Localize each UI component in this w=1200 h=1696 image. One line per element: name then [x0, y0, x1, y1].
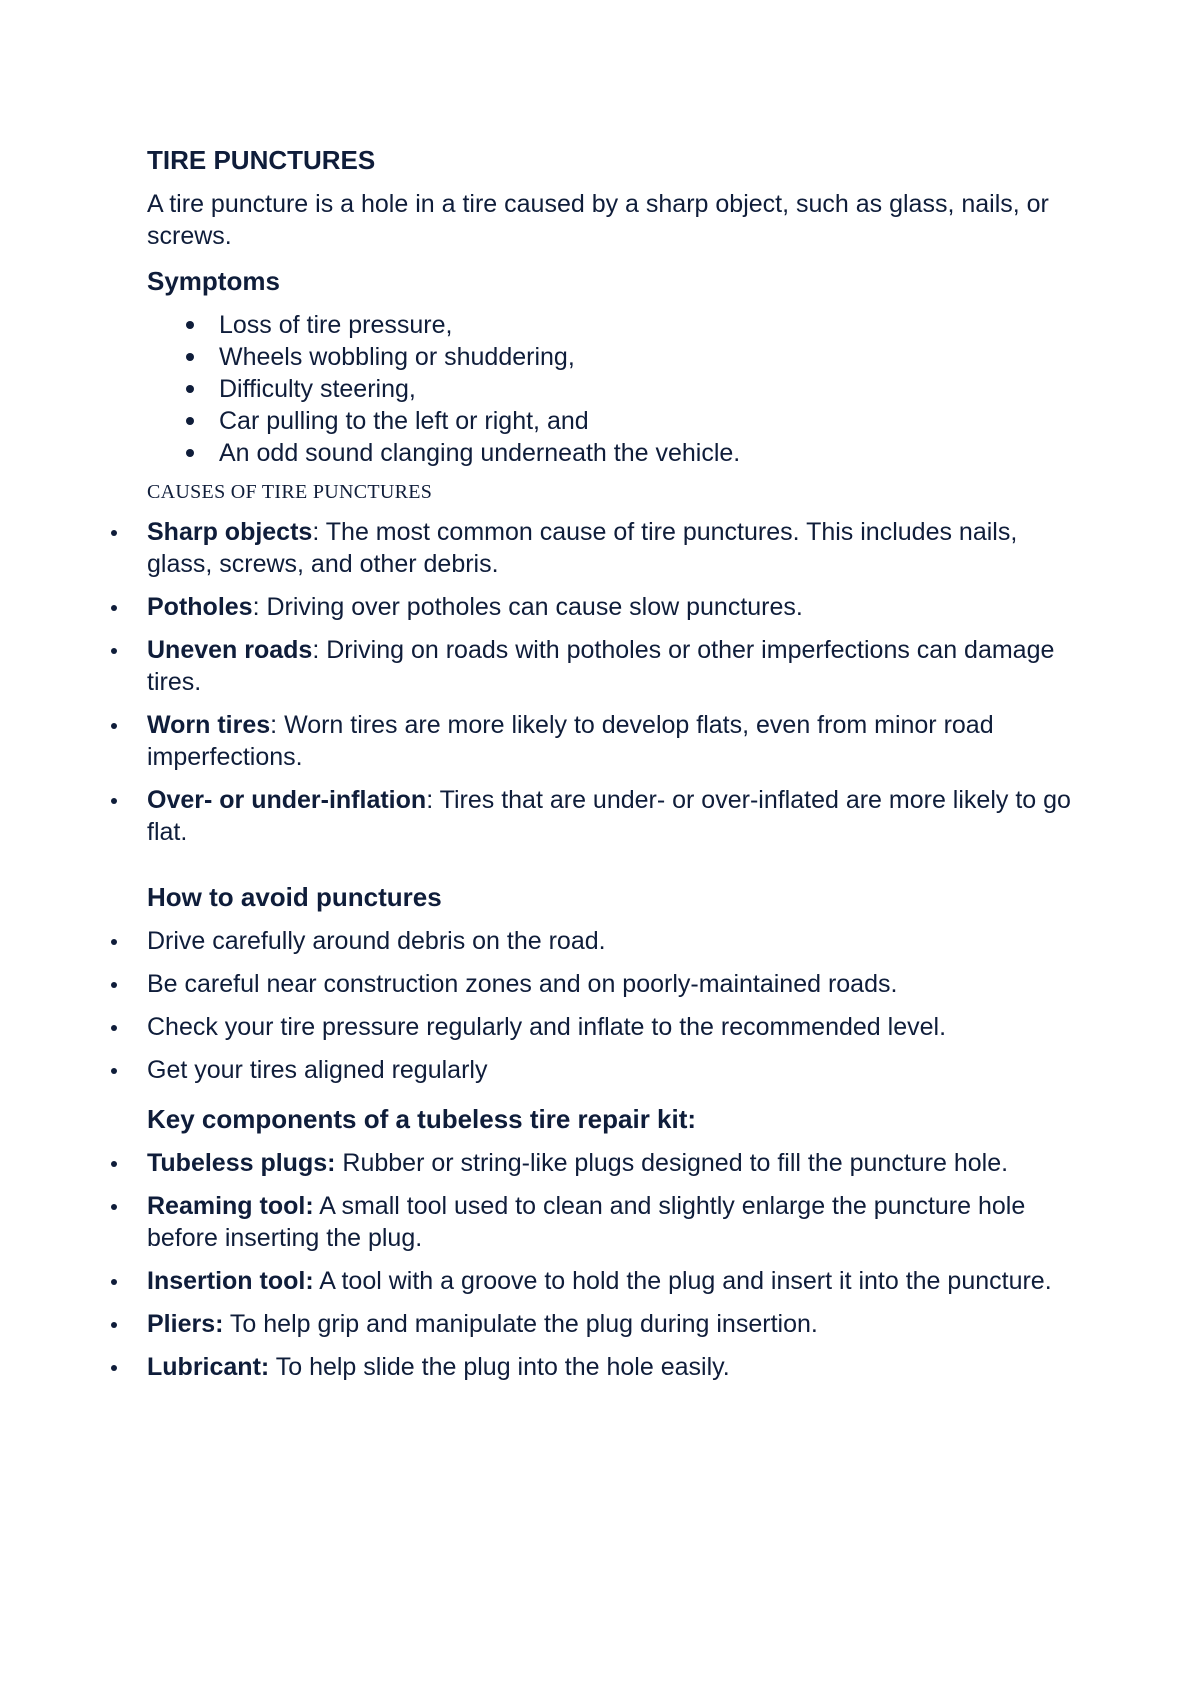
bullet-icon [111, 1365, 117, 1371]
avoid-item: Get your tires aligned regularly [147, 1054, 1077, 1086]
kit-text: A small tool used to clean and slightly enlarge the puncture hole before inserting the plug. [147, 1192, 1026, 1252]
bullet-icon [111, 1161, 117, 1167]
bullet-icon [186, 353, 194, 361]
kit-text: Rubber or string-like plugs designed to fill the puncture hole. [335, 1149, 1009, 1177]
bullet-icon [111, 982, 117, 988]
bullet-icon [186, 417, 194, 425]
cause-item [147, 591, 1077, 623]
kit-term: Tubeless plugs: [147, 1149, 336, 1177]
kit-term: Pliers: [147, 1310, 224, 1338]
cause-term: Sharp objects [147, 518, 313, 546]
avoid-item: Be careful near construction zones and on poorly-maintained roads. [147, 968, 1077, 1000]
cause-item [147, 784, 1077, 848]
cause-term: Worn tires [147, 711, 271, 739]
symptoms-heading: Symptoms [147, 266, 280, 296]
kit-text: A tool with a groove to hold the plug and insert it into the puncture. [313, 1267, 1052, 1295]
avoid-heading: How to avoid punctures [147, 882, 442, 912]
bullet-icon [186, 321, 194, 329]
cause-text: : Worn tires are more likely to develop flats, even from minor road imperfections. [147, 711, 994, 771]
bullet-icon [111, 798, 117, 804]
bullet-icon [111, 1204, 117, 1210]
bullet-icon [111, 1279, 117, 1285]
cause-item [147, 709, 1077, 773]
bullet-icon [111, 723, 117, 729]
kit-item [147, 1308, 1077, 1340]
causes-heading: CAUSES OF TIRE PUNCTURES [147, 481, 433, 503]
symptom-item: Difficulty steering, [219, 373, 1077, 405]
kit-term: Reaming tool: [147, 1192, 314, 1220]
kit-item [147, 1265, 1077, 1297]
symptom-item: An odd sound clanging underneath the vehicle. [219, 437, 1077, 469]
bullet-icon [111, 648, 117, 654]
cause-text: : Driving over potholes can cause slow punctures. [252, 593, 803, 621]
kit-term: Insertion tool: [147, 1267, 314, 1295]
bullet-icon [111, 939, 117, 945]
symptom-item: Wheels wobbling or shuddering, [219, 341, 1077, 373]
cause-term: Potholes [147, 593, 253, 621]
kit-text: To help grip and manipulate the plug during insertion. [223, 1310, 818, 1338]
cause-text: : Tires that are under- or over-inflated are more likely to go flat. [147, 786, 1071, 846]
kit-item [147, 1190, 1077, 1254]
cause-term: Over- or under-inflation [147, 786, 427, 814]
avoid-item: Drive carefully around debris on the road. [147, 925, 1077, 957]
spacer [147, 859, 1077, 881]
bullet-icon [111, 1025, 117, 1031]
bullet-icon [111, 1322, 117, 1328]
cause-item [147, 634, 1077, 698]
cause-term: Uneven roads [147, 636, 313, 664]
avoid-list [147, 925, 1077, 1086]
bullet-icon [186, 385, 194, 393]
causes-list [147, 516, 1077, 848]
kit-item [147, 1147, 1077, 1179]
kit-text: To help slide the plug into the hole easily. [269, 1353, 730, 1381]
symptom-item: Car pulling to the left or right, and [219, 405, 1077, 437]
kit-heading: Key components of a tubeless tire repair kit: [147, 1104, 697, 1134]
bullet-icon [111, 605, 117, 611]
bullet-icon [111, 530, 117, 536]
intro-paragraph: A tire puncture is a hole in a tire caused by a sharp object, such as glass, nails, or screws. [147, 190, 1049, 250]
symptoms-list [147, 309, 1077, 469]
bullet-icon [186, 449, 194, 457]
bullet-icon [111, 1068, 117, 1074]
kit-item [147, 1351, 1077, 1383]
cause-text: : The most common cause of tire punctures. This includes nails, glass, screws, and other debris. [147, 518, 1018, 578]
document-body [147, 144, 1077, 1394]
avoid-item: Check your tire pressure regularly and inflate to the recommended level. [147, 1011, 1077, 1043]
cause-item [147, 516, 1077, 580]
cause-text: : Driving on roads with potholes or other imperfections can damage tires. [147, 636, 1055, 696]
symptom-item: Loss of tire pressure, [219, 309, 1077, 341]
kit-term: Lubricant: [147, 1353, 270, 1381]
kit-list [147, 1147, 1077, 1383]
page-title: TIRE PUNCTURES [147, 145, 376, 175]
